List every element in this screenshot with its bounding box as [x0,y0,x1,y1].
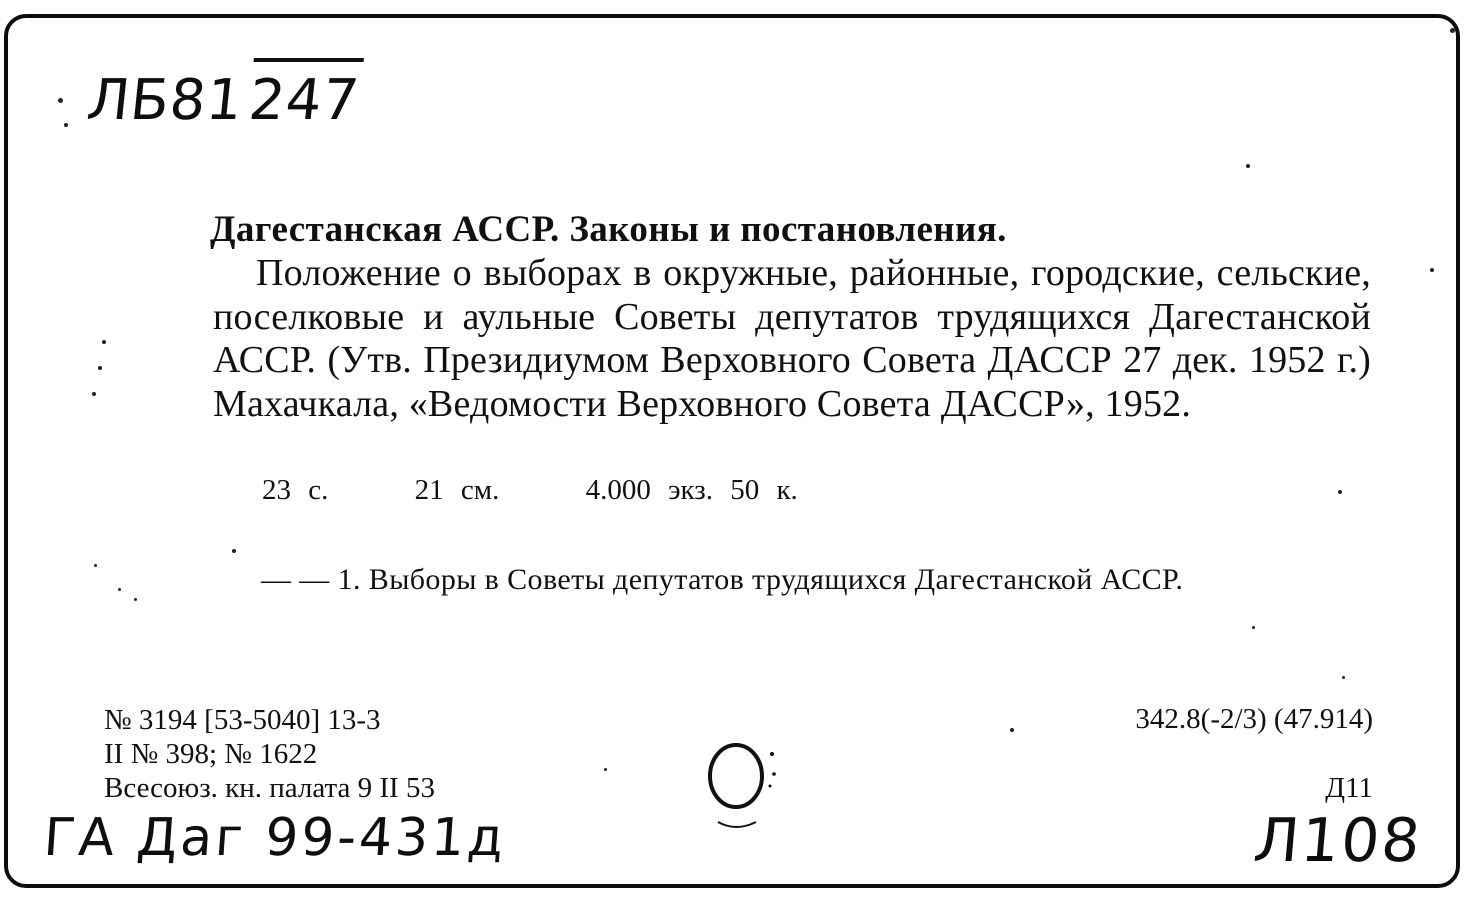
imprint-size: 21 см. [414,474,500,506]
imprint-pages: 23 с. [262,474,329,506]
catalog-code: Д11 [1325,772,1373,804]
footer-line: Всесоюз. кн. палата 9 II 53 [104,772,435,804]
classification-index: 342.8(-2/3) (47.914) [1135,703,1373,735]
ink-speck [1450,28,1455,33]
ink-speck [1430,268,1434,272]
imprint-copies: 4.000 экз. [585,474,713,506]
ink-speck [102,340,106,344]
ink-speck [98,366,102,370]
handwritten-shelf-mark: Л108 [1250,806,1425,876]
handwritten-archive-ref: ГА Даг 99-431д [41,808,509,868]
record-description: Положение о выборах в окружные, районные, городские, сельские, поселковые и аульные Советы депутатов трудящихся Дагестанской АССР. (Утв. Президиумом Верховного Совета ДАССР 27 дек. 1952 г.) Махачкала, «Ведомости Верховного Совета ДАССР», 1952. [213,252,1371,425]
punch-hole-icon [690,730,790,840]
imprint-line [262,474,798,507]
ink-speck [604,768,607,771]
ink-speck [1246,164,1250,168]
ink-speck [64,123,68,127]
handwritten-call-number [84,58,364,133]
ink-speck [58,98,63,103]
ink-speck [118,588,121,591]
ink-speck [1010,728,1014,732]
ink-speck [94,564,97,567]
call-number-left: ЛБ81 [84,68,247,133]
ink-speck [1338,490,1342,494]
call-number-right: 247 [246,58,364,133]
ink-speck [92,392,96,396]
ink-speck [1342,676,1345,679]
footer-line: II № 398; № 1622 [104,738,318,770]
ink-speck [1252,626,1255,629]
subject-entry: — — 1. Выборы в Советы депутатов трудящихся Дагестанской АССР. [261,563,1184,596]
ink-speck [134,598,137,601]
imprint-price: 50 к. [730,474,798,506]
ink-speck [232,549,236,553]
footer-left-block [104,703,435,805]
footer-line: № 3194 [53-5040] 13-3 [104,704,381,736]
record-heading: Дагестанская АССР. Законы и постановления. [210,209,1007,250]
